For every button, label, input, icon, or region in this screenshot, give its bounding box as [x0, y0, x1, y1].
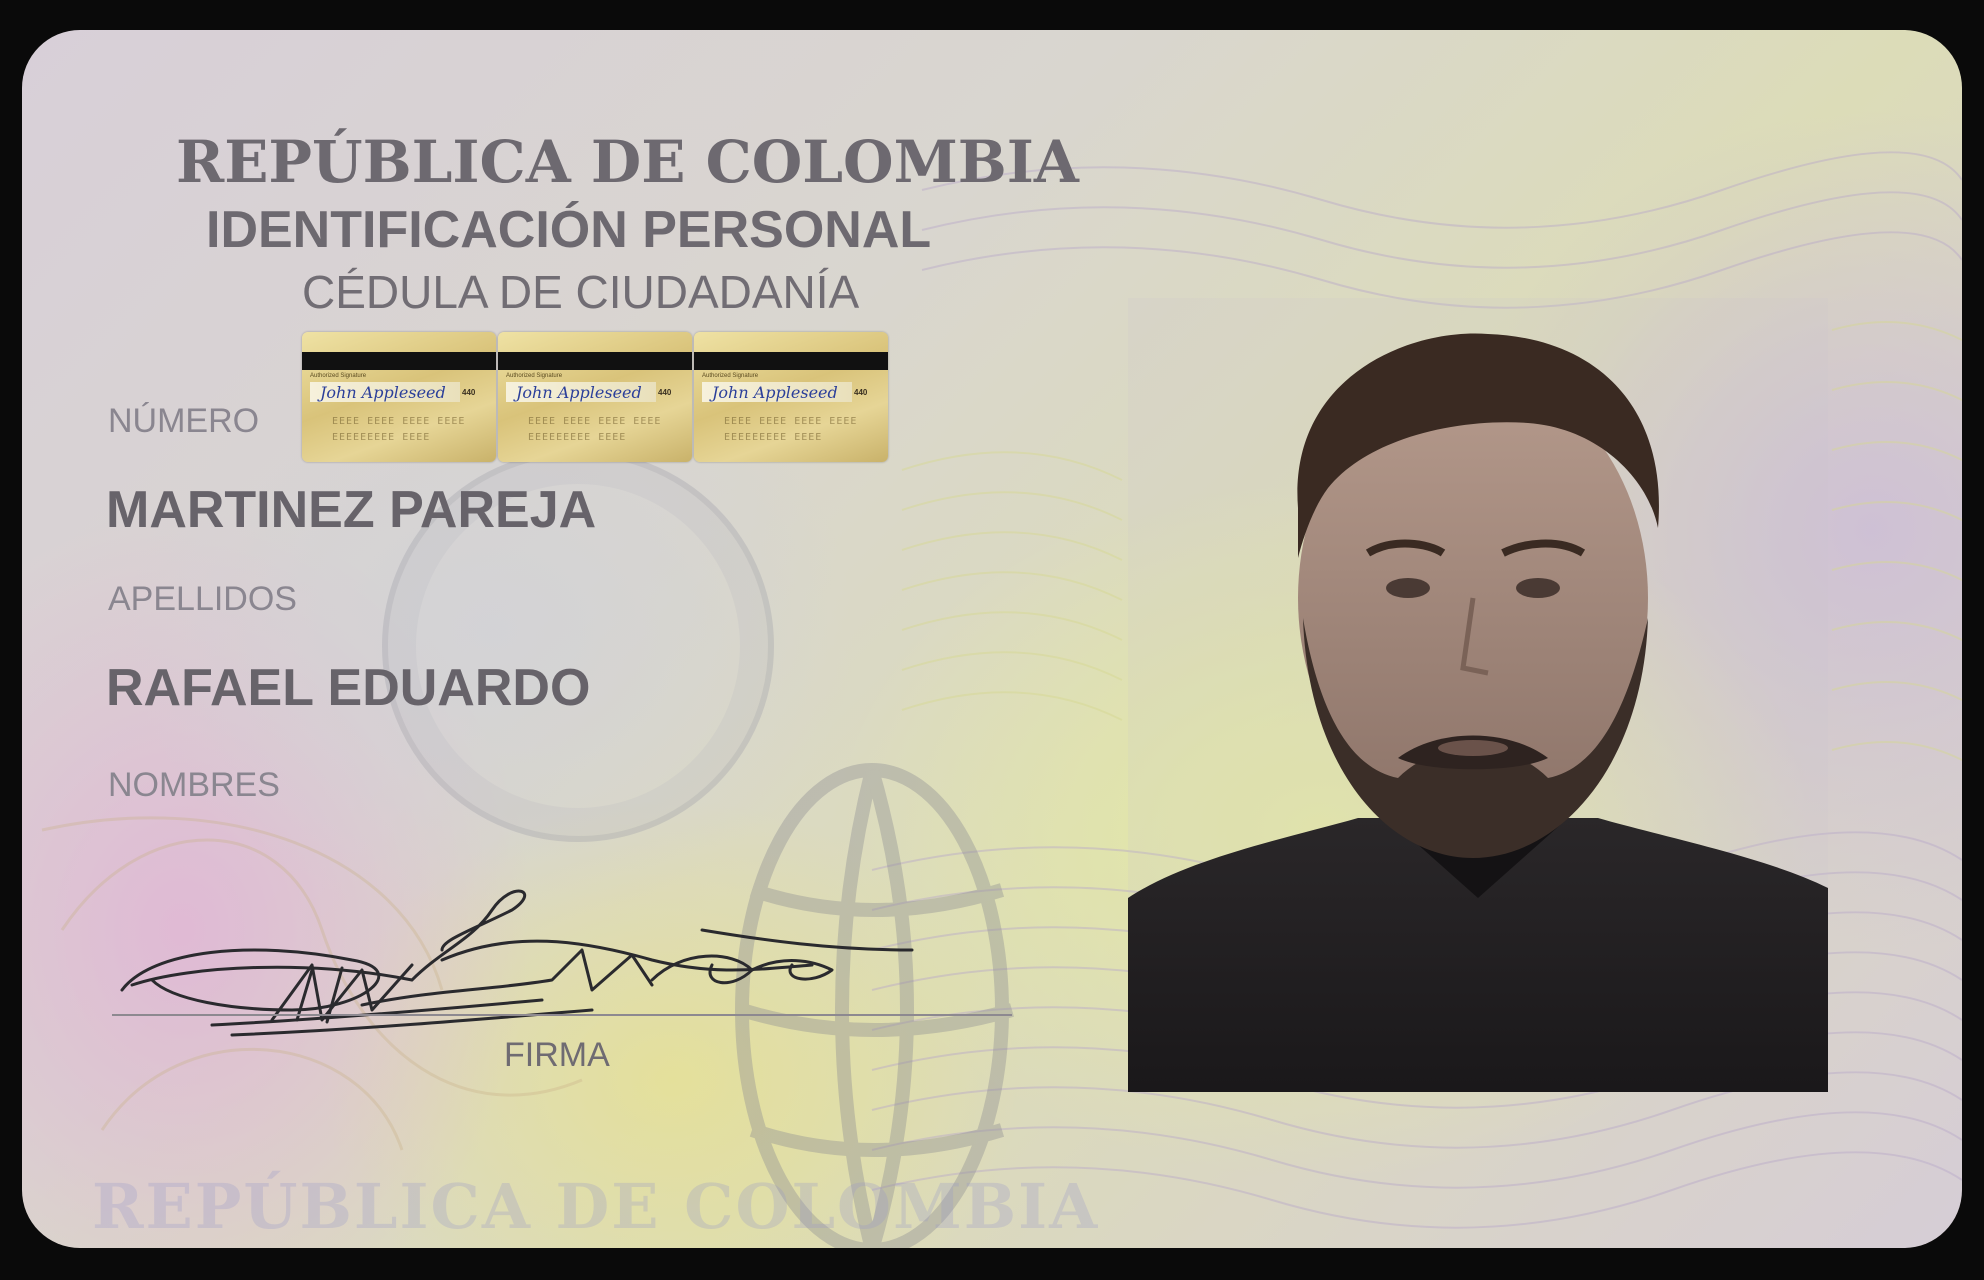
sticker-signature: John Appleseed [712, 383, 838, 402]
magnetic-stripe [302, 352, 496, 370]
redaction-sticker-3 [694, 332, 888, 462]
numero-label: NÚMERO [108, 402, 260, 440]
apellidos-label: APELLIDOS [108, 580, 297, 618]
magnetic-stripe [694, 352, 888, 370]
authorized-signature-text: Authorized Signature [702, 373, 759, 379]
document-type-heading: IDENTIFICACIÓN PERSONAL [206, 201, 932, 259]
redaction-sticker-2 [498, 332, 692, 462]
sticker-cvv: 440 [854, 388, 868, 397]
firma-label: FIRMA [504, 1036, 610, 1074]
sticker-signature: John Appleseed [516, 383, 642, 402]
sticker-cvv: 440 [462, 388, 476, 397]
nombres-value: RAFAEL EDUARDO [106, 659, 591, 717]
sticker-cvv: 440 [658, 388, 672, 397]
holder-photo [1128, 298, 1828, 1092]
signature-line [112, 1014, 1012, 1016]
embossed-line-2: EEEEEEEEE EEEE [724, 432, 823, 443]
redaction-sticker-1 [302, 332, 496, 462]
authorized-signature-text: Authorized Signature [506, 373, 563, 379]
sticker-embossed [724, 414, 857, 446]
sticker-signature: John Appleseed [320, 383, 446, 402]
apellidos-value: MARTINEZ PAREJA [106, 481, 597, 539]
id-card [22, 30, 1962, 1248]
document-subtype-heading: CÉDULA DE CIUDADANÍA [302, 266, 860, 318]
country-heading: REPÚBLICA DE COLOMBIA [176, 128, 1079, 196]
authorized-signature-text: Authorized Signature [310, 373, 367, 379]
nombres-label: NOMBRES [108, 766, 280, 804]
embossed-line-2: EEEEEEEEE EEEE [332, 432, 431, 443]
embossed-line-1: EEEE EEEE EEEE EEEE [528, 416, 662, 427]
embossed-line-2: EEEEEEEEE EEEE [528, 432, 627, 443]
redaction-stickers [302, 332, 888, 462]
magnetic-stripe [498, 352, 692, 370]
sticker-embossed [332, 414, 465, 446]
watermark-text: REPÚBLICA DE COLOMBIA [92, 1170, 1100, 1243]
sticker-embossed [528, 414, 661, 446]
embossed-line-1: EEEE EEEE EEEE EEEE [332, 416, 466, 427]
embossed-line-1: EEEE EEEE EEEE EEEE [724, 416, 858, 427]
